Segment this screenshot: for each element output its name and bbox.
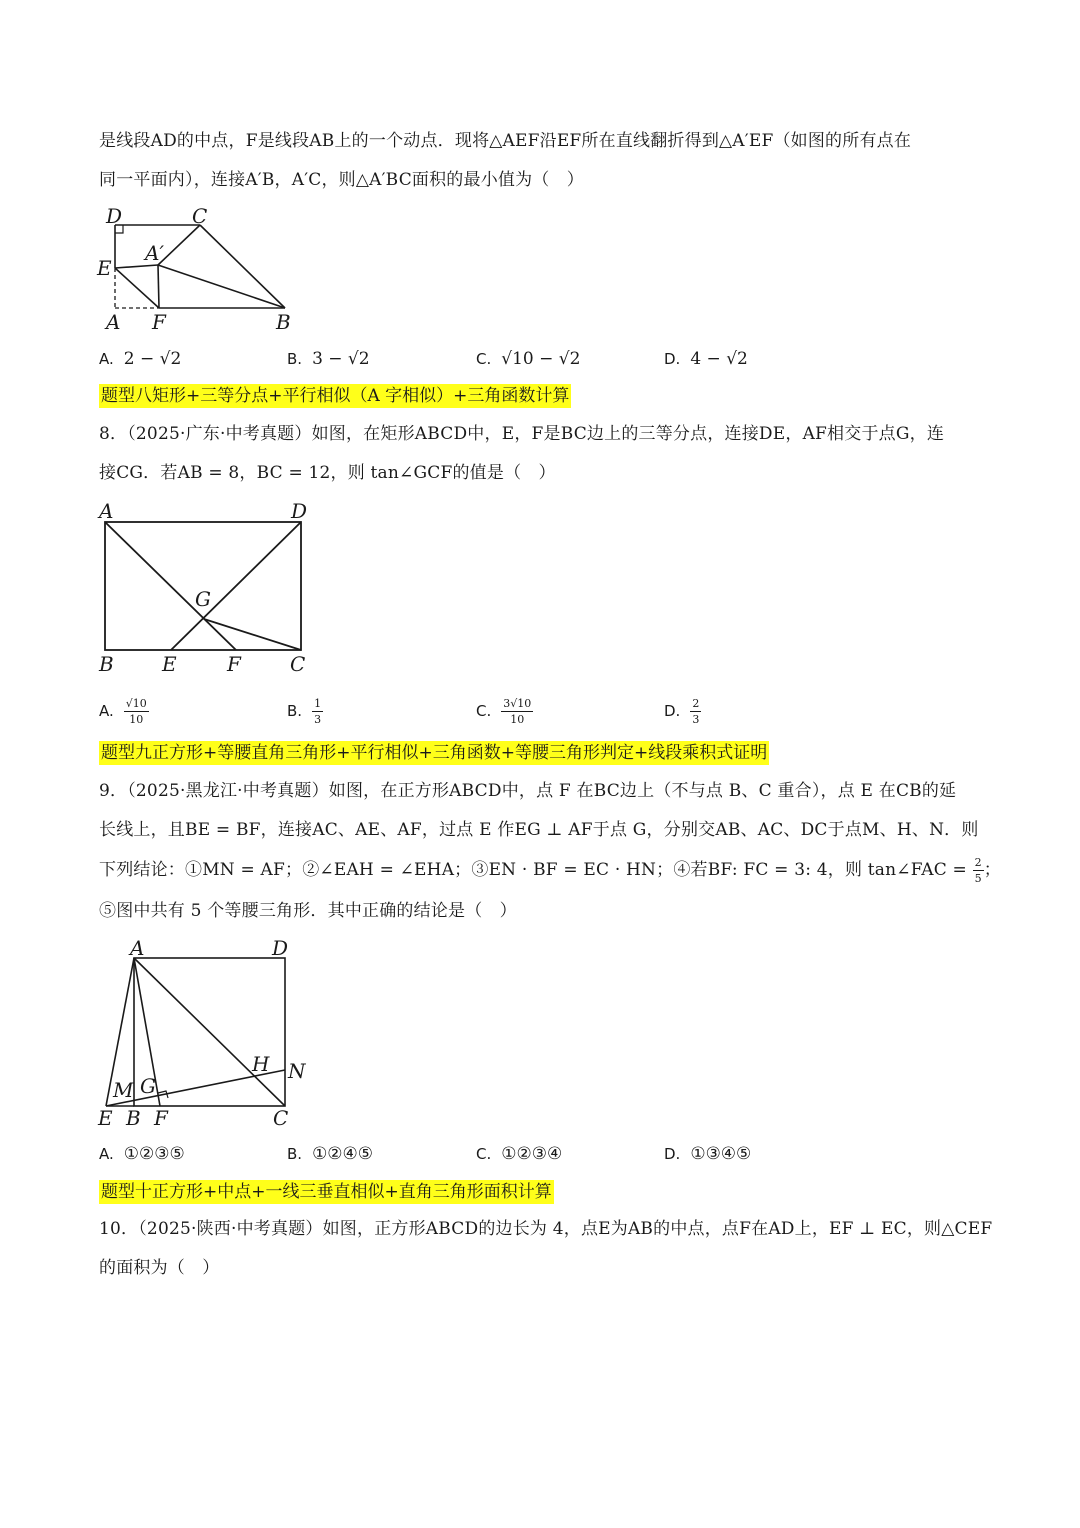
q9-label-E: E [98, 1106, 113, 1130]
q7-label-C: C [192, 204, 208, 228]
type10-heading: 题型十正方形+中点+一线三垂直相似+直角三角形面积计算 [101, 1182, 552, 1202]
q7-label-E: E [97, 256, 112, 280]
q8-option-c-numerator: 3√10 [503, 697, 532, 710]
q7-label-A: A [106, 310, 121, 334]
q8-figure [96, 498, 326, 680]
q9-option-a[interactable] [99, 1143, 185, 1165]
q9-label-G: G [140, 1074, 156, 1098]
q9-label-F: F [154, 1106, 168, 1130]
q8-option-d-letter: D. [664, 702, 681, 720]
q9-label-M: M [113, 1078, 134, 1102]
q8-label-C: C [290, 652, 306, 676]
q7-option-d[interactable] [664, 348, 748, 370]
q7-text-line-2: 同一平面内），连接A′B，A′C，则△A′BC面积的最小值为（ ） [99, 170, 584, 190]
q9-option-b-text: ①②④⑤ [312, 1144, 374, 1164]
q9-option-d[interactable] [664, 1143, 751, 1165]
q9-text-line-3 [99, 856, 1001, 885]
q9-figure [96, 938, 316, 1130]
q8-option-a[interactable] [99, 697, 149, 726]
q9-label-D: D [272, 936, 289, 960]
q9-line-3-fraction [973, 856, 984, 885]
q7-option-b[interactable] [287, 348, 370, 370]
q8-option-c-denominator: 10 [510, 713, 525, 726]
q8-option-d[interactable] [664, 697, 701, 726]
q8-option-c[interactable] [476, 697, 533, 726]
q7-option-c-letter: C. [476, 350, 492, 368]
q9-label-A: A [130, 936, 145, 960]
q8-option-b[interactable] [287, 697, 323, 726]
q8-option-b-fraction [312, 697, 323, 726]
q8-label-B: B [99, 652, 114, 676]
q7-option-a-letter: A. [99, 350, 114, 368]
q7-label-B: B [276, 310, 291, 334]
q7-option-d-text: 4 − √2 [690, 349, 748, 369]
q7-label-D: D [106, 204, 123, 228]
q9-option-a-text: ①②③⑤ [123, 1144, 185, 1164]
q8-option-a-fraction [124, 697, 149, 726]
q7-option-c-text: √10 − √2 [501, 349, 581, 369]
q7-figure [96, 205, 306, 335]
q9-line-3-numerator: 2 [974, 856, 982, 869]
q8-option-b-denominator: 3 [314, 713, 322, 726]
q9-option-c[interactable] [476, 1143, 562, 1165]
q8-text-line-2: 接CG．若AB = 8，BC = 12，则 tan∠GCF的值是（ ） [99, 463, 556, 483]
type8-heading: 题型八矩形+三等分点+平行相似（A 字相似）+三角函数计算 [101, 386, 570, 406]
q9-text-line-3-end: ； [983, 860, 1001, 880]
q8-option-c-letter: C. [476, 702, 492, 720]
q7-option-a[interactable] [99, 348, 181, 370]
q9-text-line-2: 长线上，且BE = BF，连接AC、AE、AF，过点 E 作EG ⊥ AF于点 G，分别交AB、AC、DC于点M、H、N．则 [99, 820, 979, 840]
q9-text-line-3-main: 下列结论：①MN = AF；②∠EAH = ∠EHA；③EN · BF = EC · HN；④若BF: FC = 3: 4，则 tan∠FAC = [99, 860, 967, 880]
q9-option-c-letter: C. [476, 1145, 492, 1163]
q8-option-a-numerator: √10 [125, 697, 147, 710]
q9-text-line-4: ⑤图中共有 5 个等腰三角形．其中正确的结论是（ ） [99, 901, 517, 921]
q10-text-line-1: 10．（2025·陕西·中考真题）如图，正方形ABCD的边长为 4，点E为AB的中点，点F在AD上，EF ⊥ EC，则△CEF [99, 1219, 993, 1239]
q9-option-d-letter: D. [664, 1145, 681, 1163]
q9-label-H: H [252, 1052, 270, 1076]
q8-label-E: E [162, 652, 177, 676]
q7-text-line-1: 是线段AD的中点，F是线段AB上的一个动点．现将△AEF沿EF所在直线翻折得到△A′EF（如图的所有点在 [99, 131, 912, 151]
q10-text-line-2: 的面积为（ ） [99, 1258, 220, 1278]
q8-option-b-numerator: 1 [314, 697, 322, 710]
q9-text-line-1: 9．（2025·黑龙江·中考真题）如图，在正方形ABCD中，点 F 在BC边上（不与点 B、C 重合），点 E 在CB的延 [99, 781, 957, 801]
q8-option-d-fraction [690, 697, 701, 726]
q8-label-G: G [195, 587, 211, 611]
q7-option-b-text: 3 − √2 [312, 349, 370, 369]
q7-option-c[interactable] [476, 348, 580, 370]
q8-label-F: F [227, 652, 241, 676]
q9-option-b[interactable] [287, 1143, 373, 1165]
q7-option-a-text: 2 − √2 [123, 349, 182, 369]
q9-label-B: B [126, 1106, 141, 1130]
q8-option-d-denominator: 3 [692, 713, 700, 726]
q9-line-3-denominator: 5 [974, 872, 982, 885]
q9-label-C: C [273, 1106, 289, 1130]
q7-option-b-letter: B. [287, 350, 303, 368]
q7-label-A-prime: A′ [145, 241, 164, 265]
q8-label-A: A [99, 499, 114, 523]
q9-option-a-letter: A. [99, 1145, 114, 1163]
q8-text-line-1: 8．（2025·广东·中考真题）如图，在矩形ABCD中，E，F是BC边上的三等分点，连接DE，AF相交于点G，连 [99, 424, 945, 444]
q8-option-b-letter: B. [287, 702, 303, 720]
q9-option-b-letter: B. [287, 1145, 303, 1163]
q8-option-a-denominator: 10 [129, 713, 144, 726]
q7-option-d-letter: D. [664, 350, 681, 368]
q8-option-d-numerator: 2 [692, 697, 700, 710]
q7-label-F: F [152, 310, 166, 334]
q9-option-c-text: ①②③④ [501, 1144, 563, 1164]
type9-heading: 题型九正方形+等腰直角三角形+平行相似+三角函数+等腰三角形判定+线段乘积式证明 [101, 743, 768, 763]
q9-option-d-text: ①③④⑤ [690, 1144, 752, 1164]
q9-label-N: N [288, 1059, 306, 1083]
q8-option-c-fraction [501, 697, 533, 726]
q8-option-a-letter: A. [99, 702, 114, 720]
q8-label-D: D [291, 499, 308, 523]
